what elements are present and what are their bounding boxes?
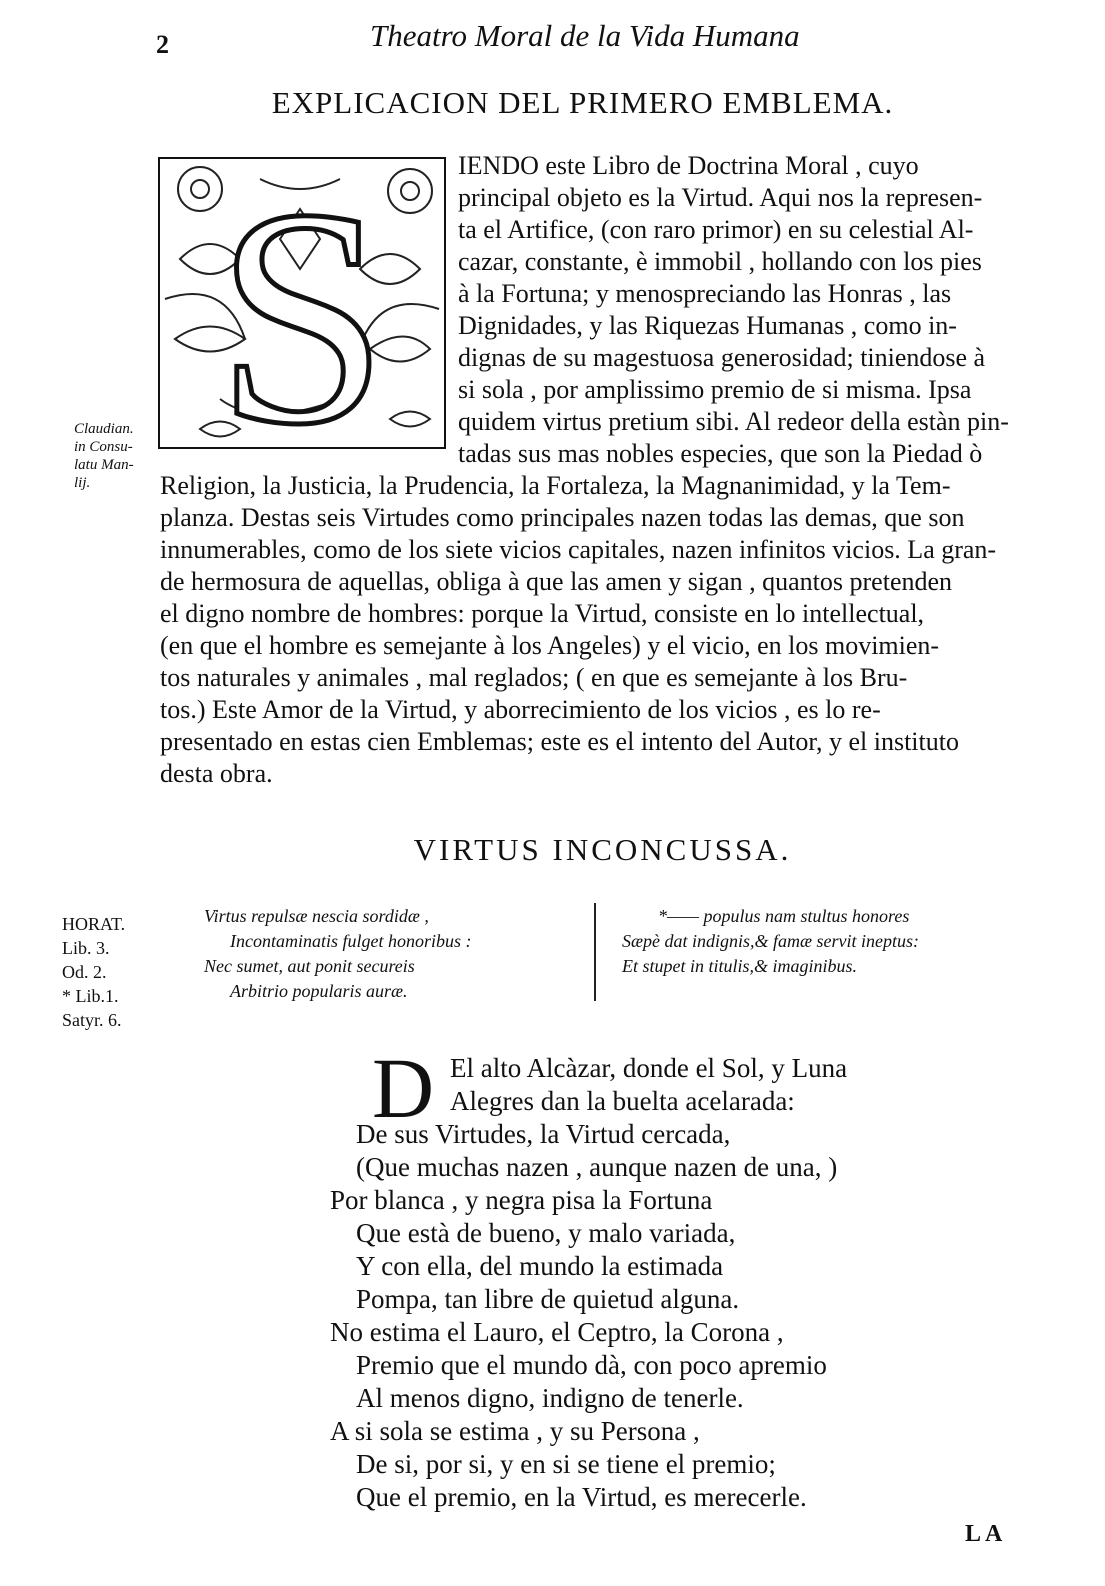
reference-line: HORAT.: [62, 914, 126, 934]
latin-line: Nec sumet, aut ponit secureis: [204, 956, 415, 976]
latin-line: Arbitrio popularis auræ.: [230, 981, 408, 1001]
prose-line: si sola , por amplissimo premio de si misma. Ipsa: [458, 375, 972, 404]
prose-line: à la Fortuna; y menospreciando las Honras , las: [458, 279, 952, 308]
margin-note-line: lij.: [74, 475, 91, 491]
verse-line: No estima el Lauro, el Ceptro, la Corona ,: [330, 1317, 784, 1347]
prose-line: Dignidades, y las Riquezas Humanas , como in-: [458, 311, 957, 340]
prose-line: Religion, la Justicia, la Prudencia, la Fortaleza, la Magnanimidad, y la Tem-: [160, 471, 951, 500]
section-title-explicacion: EXPLICACION DEL PRIMERO EMBLEMA.: [271, 85, 894, 120]
reference-line: * Lib.1.: [62, 986, 119, 1006]
margin-note-line: in Consu-: [74, 439, 133, 455]
verse-line: De sus Virtudes, la Virtud cercada,: [356, 1119, 731, 1149]
catchword: LA: [965, 1521, 1007, 1547]
prose-line: tos naturales y animales , mal reglados; ( en que es semejante à los Bru-: [160, 663, 908, 692]
prose-line: IENDO este Libro de Doctrina Moral , cuyo: [458, 151, 919, 180]
prose-line: planza. Destas seis Virtudes como principales nazen todas las demas, que son: [160, 503, 965, 532]
prose-line: dignas de su magestuosa generosidad; tiniendose à: [458, 343, 986, 372]
latin-line: Et stupet in titulis,& imaginibus.: [622, 956, 858, 976]
svg-text:S: S: [215, 159, 389, 447]
decorated-initial-s: [158, 157, 446, 449]
verse-line: De si, por si, y en si se tiene el premio;: [356, 1449, 776, 1479]
reference-line: Od. 2.: [62, 962, 107, 982]
verse-line: Y con ella, del mundo la estimada: [356, 1251, 724, 1281]
verse-line: Alegres dan la buelta acelarada:: [450, 1086, 795, 1116]
section-title-virtus: VIRTUS INCONCUSSA.: [413, 832, 792, 867]
prose-line: el digno nombre de hombres: porque la Virtud, consiste en lo intellectual,: [160, 599, 925, 628]
running-title: Theatro Moral de la Vida Humana: [370, 18, 800, 53]
reference-column: [62, 912, 125, 1032]
verse-line: Premio que el mundo dà, con poco apremio: [356, 1350, 827, 1380]
prose-line: ta el Artifice, (con raro primor) en su celestial Al-: [458, 215, 974, 244]
prose-line: principal objeto es la Virtud. Aqui nos la represen-: [458, 183, 983, 212]
latin-line: Virtus repulsæ nescia sordidæ ,: [204, 906, 429, 926]
prose-line: de hermosura de aquellas, obliga à que las amen y sigan , quantos pretenden: [160, 567, 953, 596]
prose-line: tadas sus mas nobles especies, que son la Piedad ò: [458, 439, 983, 468]
floral-ornament-icon: [160, 159, 444, 447]
column-divider: [594, 903, 596, 1001]
drop-cap-d: D: [372, 1040, 435, 1136]
prose-line: presentado en estas cien Emblemas; este es el intento del Autor, y el instituto: [160, 727, 959, 756]
margin-note-line: latu Man-: [74, 457, 134, 473]
margin-note-line: Claudian.: [74, 421, 134, 437]
latin-line: Incontaminatis fulget honoribus :: [230, 931, 472, 951]
verse-line: El alto Alcàzar, donde el Sol, y Luna: [450, 1053, 848, 1083]
prose-line: cazar, constante, è immobil , hollando con los pies: [458, 247, 982, 276]
page-number: 2: [156, 30, 169, 59]
prose-line: desta obra.: [160, 759, 273, 788]
verse-line: Pompa, tan libre de quietud alguna.: [356, 1284, 740, 1314]
verse-line: A si sola se estima , y su Persona ,: [330, 1416, 700, 1446]
verse-line: (Que muchas nazen , aunque nazen de una, ): [356, 1152, 838, 1182]
reference-line: Lib. 3.: [62, 938, 110, 958]
prose-line: tos.) Este Amor de la Virtud, y aborrecimiento de los vicios , es lo re-: [160, 695, 881, 724]
verse-line: Que el premio, en la Virtud, es merecerle.: [356, 1482, 807, 1512]
reference-line: Satyr. 6.: [62, 1010, 122, 1030]
verse-line: Al menos digno, indigno de tenerle.: [356, 1383, 744, 1413]
prose-line: quidem virtus pretium sibi. Al redeor della estàn pin-: [458, 407, 1009, 436]
latin-line: *—— populus nam stultus honores: [658, 906, 910, 926]
verse-line: Que està de bueno, y malo variada,: [356, 1218, 736, 1248]
prose-line: (en que el hombre es semejante à los Angeles) y el vicio, en los movimien-: [160, 631, 940, 660]
latin-line: Sæpè dat indignis,& famæ servit ineptus:: [622, 931, 919, 951]
verse-line: Por blanca , y negra pisa la Fortuna: [330, 1185, 713, 1215]
margin-note: [74, 420, 134, 492]
prose-line: innumerables, como de los siete vicios capitales, nazen infinitos vicios. La gran-: [160, 535, 997, 564]
